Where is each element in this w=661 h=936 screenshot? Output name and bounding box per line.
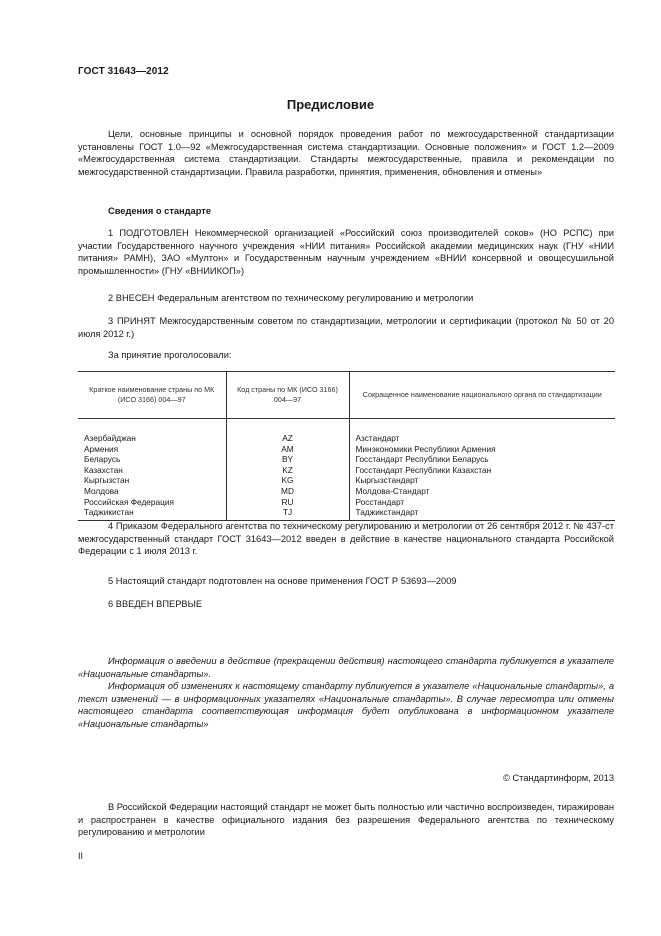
item-1-prepared: 1 ПОДГОТОВЛЕН Некоммерческой организацией «Российский союз производителей соков» (НО РСПС) при участии Государственного научного учреждения «НИИ питания» Российской академии медицинских наук (ГНУ «НИИ питания» РАМН), ЗАО «Мултон» и Государственным научным учреждением «ВНИИ консервной и овощесушильной промышленности» (ГНУ «ВНИИКОП»)	[78, 228, 614, 277]
standards-body: Госстандарт Республики Казахстан	[349, 465, 615, 476]
table-row	[78, 497, 615, 508]
item-6-first: 6 ВВЕДЕН ВПЕРВЫЕ	[108, 599, 203, 609]
country-name: Кыргызстан	[84, 475, 130, 486]
col-header-country: Краткое наименование страны по МК (ИСО 3166) 004—97	[78, 372, 226, 419]
country-code: RU	[226, 497, 349, 508]
country-name: Беларусь	[84, 454, 121, 465]
table-row	[78, 419, 615, 444]
country-name: Азербайджан	[84, 433, 136, 443]
page-title: Предисловие	[286, 97, 375, 112]
country-code: AM	[226, 444, 349, 455]
standards-body: Кыргызстандарт	[349, 475, 615, 486]
notice-introduction: Информация о введении в действие (прекращении действия) настоящего стандарта публикуется в указателе «Национальные стандарты».	[78, 656, 614, 679]
item-4-order: 4 Приказом Федерального агентства по техническому регулированию и метрологии от 26 сентября 2012 г. № 437-ст межгосударственный стандарт ГОСТ 31643—2012 введен в действие в качестве национального стандарта Российской Федерации с 1 июля 2013 г.	[78, 521, 614, 557]
item-3-adopted: 3 ПРИНЯТ Межгосударственным советом по стандартизации, метрологии и сертификации (протокол № 50 от 20 июля 2012 г.)	[78, 316, 614, 339]
voted-label: За принятие проголосовали:	[108, 350, 232, 360]
country-code: AZ	[226, 419, 349, 444]
info-heading: Сведения о стандарте	[108, 206, 212, 216]
standards-body: Госстандарт Республики Беларусь	[349, 454, 615, 465]
standards-body: Таджикстандарт	[349, 507, 615, 520]
country-name: Российская Федерация	[84, 496, 175, 507]
country-code: BY	[226, 454, 349, 465]
table-row	[78, 454, 615, 465]
copyright: © Стандартинформ, 2013	[503, 773, 614, 783]
country-code: TJ	[226, 507, 349, 520]
col-header-code: Код страны по МК (ИСО 3166) 004—97	[226, 372, 349, 419]
country-name: Казахстан	[84, 464, 123, 475]
standards-body: Росстандарт	[349, 497, 615, 508]
country-name: Армения	[84, 443, 119, 454]
country-code: KZ	[226, 465, 349, 476]
intro-paragraph: Цели, основные принципы и основной порядок проведения работ по межгосударственной стандартизации установлены ГОСТ 1.0—92 «Межгосударственная система стандартизации. Основные положения» и ГОСТ 1.2—2009 «Межгосударственная система стандартизации. Стандарты межгосударственные, правила и рекомендации по межгосударственной стандартизации. Правила разработки, принятия, применения, обновления и отмены»	[78, 129, 614, 178]
table-row	[78, 465, 615, 476]
item-5-basis: 5 Настоящий стандарт подготовлен на основе применения ГОСТ Р 53693—2009	[108, 576, 457, 586]
country-code: KG	[226, 475, 349, 486]
country-name: Таджикистан	[78, 507, 226, 520]
page-number: II	[78, 851, 84, 861]
standard-code: ГОСТ 31643—2012	[78, 66, 169, 77]
notice-changes: Информация об изменениях к настоящему стандарту публикуется в указателе «Национальные стандарты», а текст изменений — в информационных указателях «Национальные стандарты». В случае пересмотра или отмены настоящего стандарта соответствующая информация будет опубликована в информационном указателе «Национальные стандарты»	[78, 681, 614, 730]
standards-body: Азстандарт	[349, 419, 615, 444]
col-header-body: Сокращенное наименование национального органа по стандартизации	[349, 372, 615, 419]
standards-body: Молдова-Стандарт	[349, 486, 615, 497]
table-header-row	[78, 372, 615, 419]
country-code: MD	[226, 486, 349, 497]
table-row	[78, 444, 615, 455]
voting-table	[78, 371, 615, 521]
table-row	[78, 507, 615, 520]
country-name: Молдова	[84, 485, 119, 496]
item-2-introduced: 2 ВНЕСЕН Федеральным агентством по техническому регулированию и метрологии	[108, 293, 474, 303]
legal-notice: В Российской Федерации настоящий стандарт не может быть полностью или частично воспроизведен, тиражирован и распространен в качестве официального издания без разрешения Федерального агентства по техническому регулированию и метрологии	[78, 802, 614, 838]
standards-body: Минэкономики Республики Армения	[349, 444, 615, 455]
table-row	[78, 486, 615, 497]
table-row	[78, 475, 615, 486]
